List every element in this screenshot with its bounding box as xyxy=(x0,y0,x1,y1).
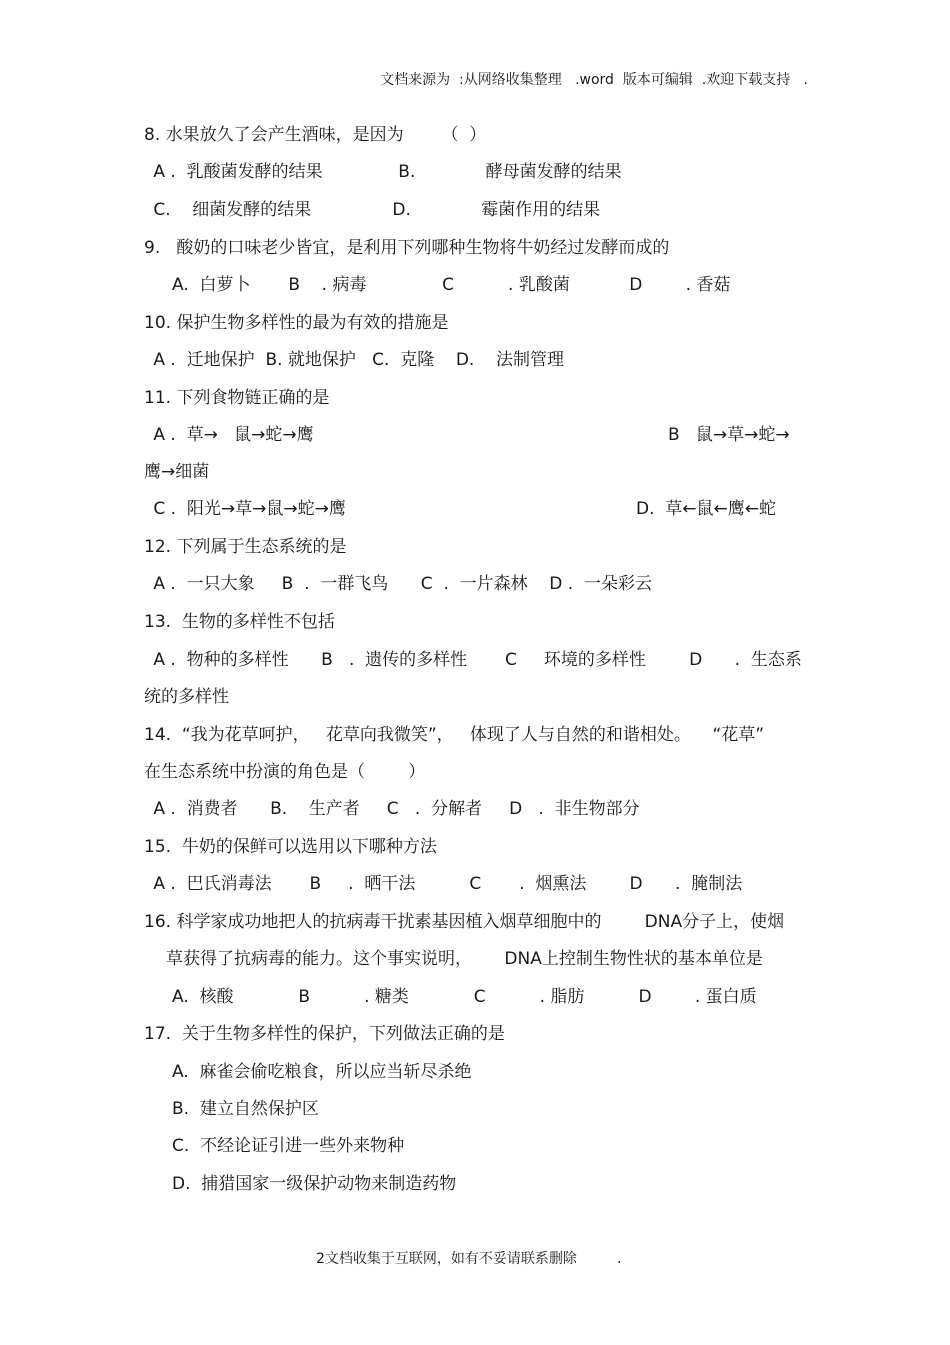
question-11-option-b-cont: 鹰→细菌 xyxy=(144,462,210,482)
question-13-options-cont: 统的多样性 xyxy=(144,687,229,707)
question-11: 11. 下列食物链正确的是 xyxy=(144,388,330,408)
question-16-cont: 草获得了抗病毒的能力。这个事实说明， DNA上控制生物性状的基本单位是 xyxy=(166,949,763,969)
question-17-option-a: A. 麻雀会偷吃粮食，所以应当斩尽杀绝 xyxy=(172,1062,472,1082)
question-17-option-c: C. 不经论证引进一些外来物种 xyxy=(172,1136,405,1156)
question-8-options-ab: A . 乳酸菌发酵的结果 B. 酵母菌发酵的结果 xyxy=(148,162,622,182)
question-11-option-c: C . 阳光→草→鼠→蛇→鹰 xyxy=(148,499,346,519)
question-15-options: A . 巴氏消毒法 B . 晒干法 C . 烟熏法 D . 腌制法 xyxy=(148,874,743,894)
question-14-options: A . 消费者 B. 生产者 C . 分解者 D . 非生物部分 xyxy=(148,799,640,819)
question-11-option-b: B 鼠→草→蛇→ xyxy=(668,425,790,445)
question-9: 9. 酸奶的口味老少皆宜，是利用下列哪种生物将牛奶经过发酵而成的 xyxy=(144,238,670,258)
question-10: 10. 保护生物多样性的最为有效的措施是 xyxy=(144,313,449,333)
question-16-options: A. 核酸 B . 糖类 C . 脂肪 D . 蛋白质 xyxy=(172,987,757,1007)
question-13: 13. 生物的多样性不包括 xyxy=(144,612,335,632)
question-9-options: A. 白萝卜 B . 病毒 C . 乳酸菌 D . 香菇 xyxy=(172,275,731,295)
question-12: 12. 下列属于生态系统的是 xyxy=(144,537,347,557)
question-13-options: A . 物种的多样性 B . 遗传的多样性 C 环境的多样性 D . 生态系 xyxy=(148,650,802,670)
question-17-option-b: B. 建立自然保护区 xyxy=(172,1099,319,1119)
question-12-options: A . 一只大象 B . 一群飞鸟 C . 一片森林 D . 一朵彩云 xyxy=(148,574,652,594)
question-16: 16. 科学家成功地把人的抗病毒干扰素基因植入烟草细胞中的 DNA分子上，使烟 xyxy=(144,912,785,932)
question-8: 8. 水果放久了会产生酒味，是因为 （ ） xyxy=(144,125,487,145)
question-15: 15. 牛奶的保鲜可以选用以下哪种方法 xyxy=(144,837,437,857)
question-8-options-cd: C. 细菌发酵的结果 D. 霉菌作用的结果 xyxy=(148,200,601,220)
question-14-cont: 在生态系统中扮演的角色是（ ） xyxy=(144,762,426,782)
page-header: 文档来源为 :从网络收集整理 .word 版本可编辑 .欢迎下载支持 . xyxy=(380,72,808,88)
question-17: 17. 关于生物多样性的保护，下列做法正确的是 xyxy=(144,1024,505,1044)
question-11-option-a: A . 草→ 鼠→蛇→鹰 xyxy=(148,425,314,445)
question-14: 14. “我为花草呵护， 花草向我微笑”， 体现了人与自然的和谐相处。 “花草” xyxy=(144,725,765,745)
question-17-option-d: D. 捕猎国家一级保护动物来制造药物 xyxy=(172,1174,457,1194)
page-footer: 2文档收集于互联网，如有不妥请联系删除 . xyxy=(316,1251,622,1267)
question-10-options: A . 迁地保护 B. 就地保护 C. 克隆 D. 法制管理 xyxy=(148,350,564,370)
question-11-option-d: D. 草←鼠←鹰←蛇 xyxy=(636,499,777,519)
